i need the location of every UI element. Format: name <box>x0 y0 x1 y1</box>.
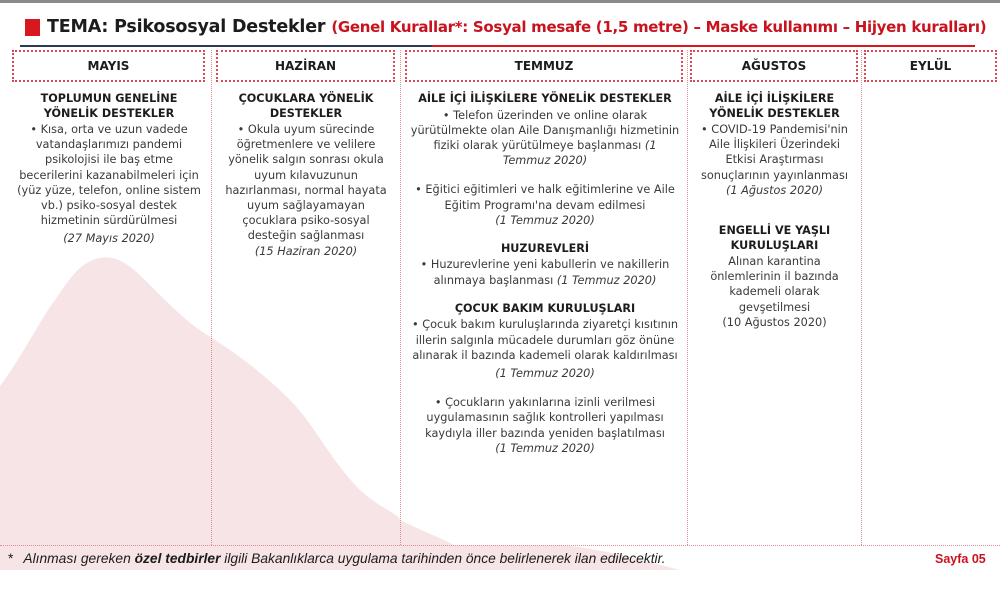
footer-note <box>8 551 666 566</box>
column-separator <box>687 50 688 545</box>
support-item-date: (1 Temmuz 2020) <box>495 441 595 455</box>
support-item-text: • Eğitici eğitimleri ve halk eğitimlerine ve Aile Eğitim Programı'na devam edilmesi <box>415 183 675 212</box>
month-header-mayis <box>12 50 205 82</box>
support-item-date: (1 Temmuz 2020) <box>502 138 657 168</box>
section-title: AİLE İÇİ İLİŞKİLERE YÖNELİK DESTEKLER <box>418 92 672 105</box>
support-item <box>410 182 680 228</box>
section-title: ÇOCUKLARA YÖNELİK DESTEKLER <box>238 92 374 120</box>
month-header-temmuz <box>405 50 683 82</box>
support-item-text: • Huzurevlerine yeni kabullerin ve nakillerin alınmaya başlanması <box>420 258 670 287</box>
month-header-haziran <box>216 50 395 82</box>
column-separator <box>400 50 401 545</box>
epidemic-curve-shape <box>0 257 400 560</box>
page-title <box>25 12 986 42</box>
footer-note-post: ilgili Bakanlıklarca uygulama tarihinden önce belirlenerek ilan edilecektir. <box>220 551 666 566</box>
month-label: MAYIS <box>87 59 130 73</box>
footer-note-bold: özel tedbirler <box>134 551 221 566</box>
red-square-bullet-icon <box>25 19 40 36</box>
column-separator <box>211 50 212 545</box>
section-title: ÇOCUK BAKIM KURULUŞLARI <box>454 301 636 315</box>
support-item <box>410 108 680 169</box>
support-item-date: (1 Ağustos 2020) <box>725 183 824 197</box>
section-title: TOPLUMUN GENELİNE YÖNELİK DESTEKLER <box>40 92 178 120</box>
support-item <box>410 395 680 456</box>
footer-separator <box>0 545 1000 546</box>
month-label: HAZİRAN <box>274 59 337 73</box>
footer-asterisk: * <box>8 551 14 566</box>
column-agustos <box>693 92 856 330</box>
column-separator <box>861 50 862 545</box>
page-number: Sayfa 05 <box>935 552 986 566</box>
section-title: AİLE İÇİ İLİŞKİLERE YÖNELİK DESTEKLER <box>709 92 840 120</box>
support-item-text: • Kısa, orta ve uzun vadede vatandaşlarımızı pandemi psikolojisi ile baş etme becerilerini kazanabilmeleri için (yüz yüze, telefon, online sistem vb.) psiko-sosyal destek hizmetinin sürdürülmesi <box>17 123 201 228</box>
support-item-date: (1 Temmuz 2020) <box>556 273 657 287</box>
support-item <box>410 317 680 381</box>
column-temmuz <box>410 92 680 456</box>
month-label: TEMMUZ <box>514 59 574 73</box>
support-item-date: (1 Temmuz 2020) <box>495 213 595 227</box>
month-header-eylul <box>864 50 997 82</box>
column-haziran <box>218 92 394 259</box>
title-underline-red <box>432 45 975 47</box>
support-item-date: (27 Mayıs 2020) <box>63 232 155 246</box>
month-header-agustos <box>690 50 858 82</box>
support-item-date: (15 Haziran 2020) <box>254 244 358 258</box>
section-title: HUZUREVLERİ <box>500 241 590 255</box>
footer-note-pre: Alınması gereken <box>23 551 135 566</box>
support-item-text: • Telefon üzerinden ve online olarak yürütülmekte olan Aile Danışmanlığı hizmetinin fiziki olarak yürütülmeye başlanması <box>410 108 680 152</box>
support-item-text: • Çocuk bakım kuruluşlarında ziyaretçi kısıtının illerin salgınla mücadele durumları göz önüne alınarak il bazında kademeli olarak kaldırılması <box>411 318 679 362</box>
title-underline-navy <box>20 45 432 47</box>
support-item-text: • Çocukların yakınlarına izinli verilmesi uygulamasının sağlık kontrolleri yapılması kaydıyla iller bazında yeniden başlatılması <box>425 396 665 440</box>
support-item-text: • Okula uyum sürecinde öğretmenlere ve velilere yönelik salgın sonrası okula uyum kılavuzunun hazırlanması, normal hayata uyum sağlayamayan çocuklara psiko-sosyal desteğin sağlanması <box>225 123 387 243</box>
support-item-text: • COVID-19 Pandemisi'nin Aile İlişkileri Üzerindeki Etkisi Araştırması sonuçlarının yayınlanması <box>701 123 848 182</box>
month-label: EYLÜL <box>909 59 952 73</box>
support-item <box>410 257 680 287</box>
month-label: AĞUSTOS <box>741 59 807 73</box>
title-general-rules: (Genel Kurallar*: Sosyal mesafe (1,5 metre) – Maske kullanımı – Hijyen kuralları) <box>331 18 987 36</box>
support-item-date: (10 Ağustos 2020) <box>722 315 827 329</box>
support-item-text: Alınan karantina önlemlerinin il bazında kademeli olarak gevşetilmesi <box>710 255 839 314</box>
column-mayis <box>14 92 204 247</box>
title-main: TEMA: Psikososyal Destekler <box>47 17 326 37</box>
section-title: ENGELLİ VE YAŞLI KURULUŞLARI <box>718 224 831 252</box>
support-item-date: (1 Temmuz 2020) <box>495 366 595 380</box>
